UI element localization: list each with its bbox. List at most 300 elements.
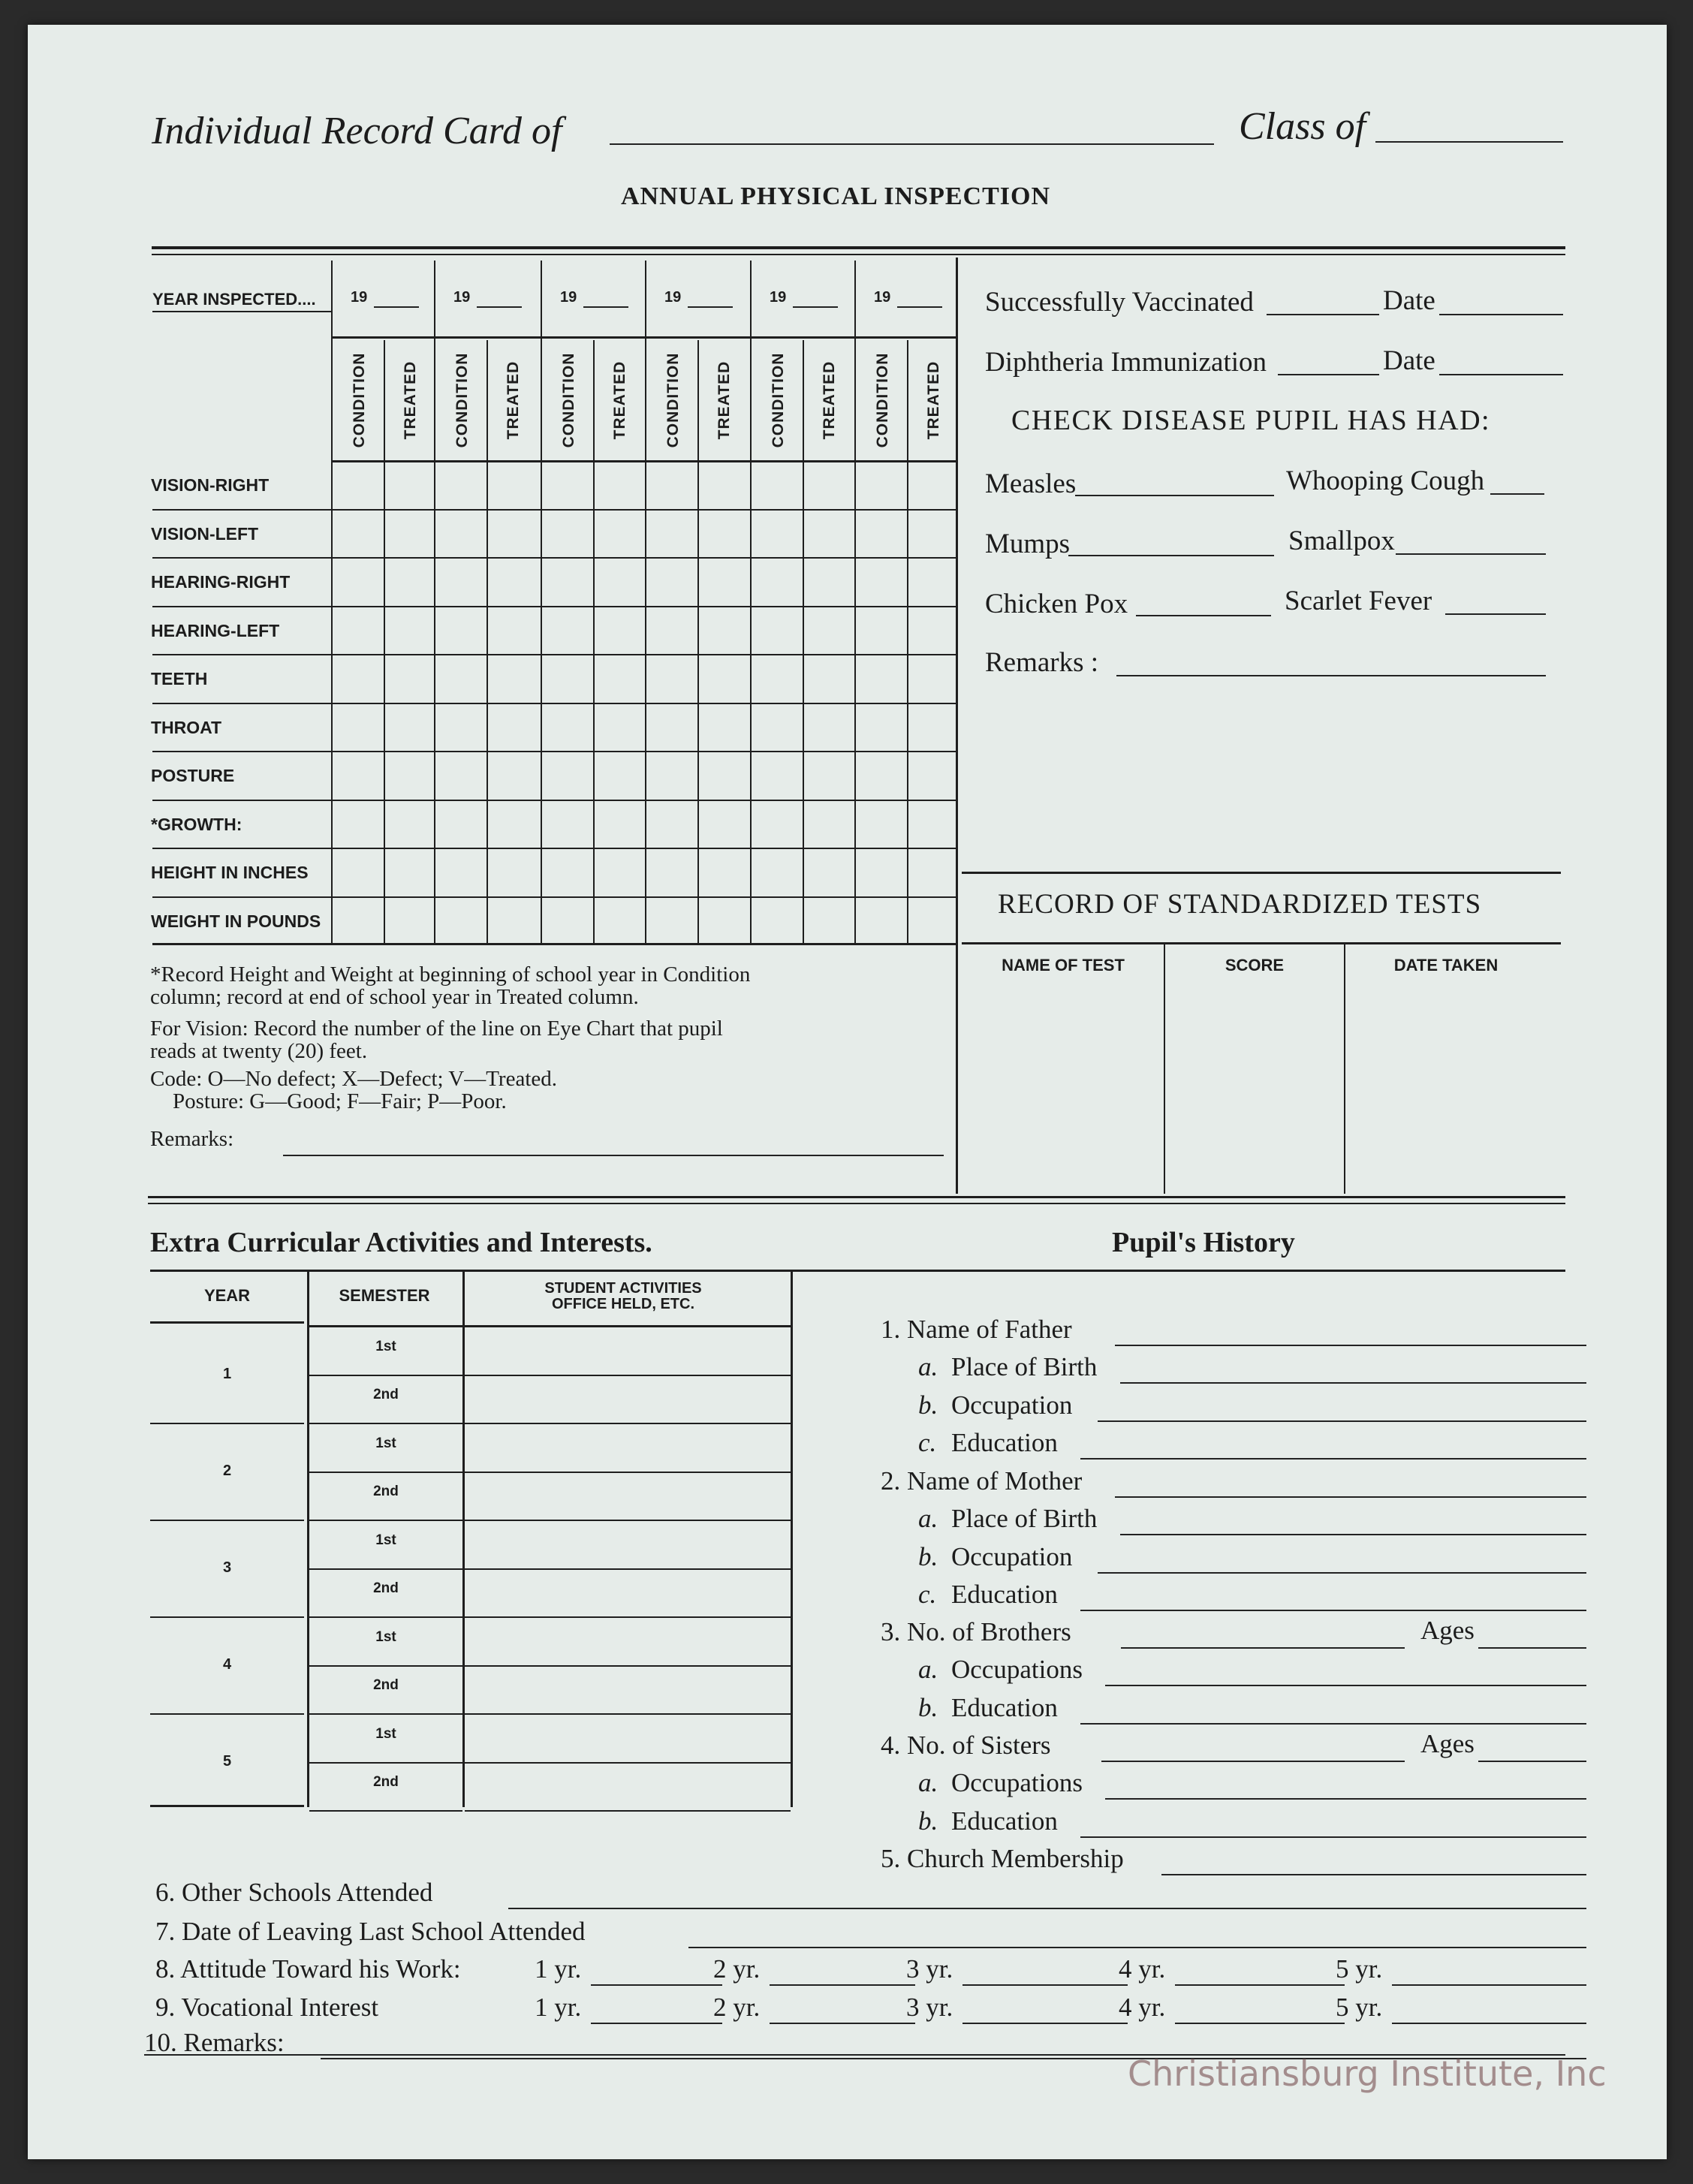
treated-cell[interactable]	[386, 899, 435, 944]
condition-cell[interactable]	[333, 608, 383, 653]
rule-line	[593, 340, 595, 945]
rule-line	[697, 340, 699, 945]
activity-entry-second[interactable]	[467, 1765, 788, 1809]
condition-cell[interactable]	[647, 462, 697, 508]
rule-line	[309, 1520, 462, 1521]
tests-entry-area[interactable]	[962, 986, 1561, 1193]
sisters-occupations-field[interactable]	[1105, 1798, 1586, 1800]
rule-line	[384, 340, 385, 945]
activity-year-label: 3	[222, 1559, 232, 1576]
activities-heading: Extra Curricular Activities and Interests.	[150, 1227, 652, 1258]
condition-cell[interactable]	[857, 753, 906, 798]
condition-cell[interactable]	[857, 608, 906, 653]
name-field-line[interactable]	[610, 143, 1214, 145]
record-card-sheet	[28, 25, 1667, 2159]
brothers-label: 3. No. of Brothers	[881, 1617, 1071, 1646]
treated-cell[interactable]	[386, 705, 435, 750]
treated-cell[interactable]	[909, 511, 959, 556]
rule-line	[150, 1805, 304, 1807]
condition-cell[interactable]	[436, 705, 486, 750]
condition-cell[interactable]	[647, 850, 697, 895]
history-item-prefix: a.	[918, 1352, 938, 1381]
note-code: Code: O—No defect; X—Defect; V—Treated.	[150, 1067, 558, 1091]
condition-cell[interactable]	[752, 705, 802, 750]
condition-cell[interactable]	[647, 608, 697, 653]
condition-cell[interactable]	[436, 802, 486, 847]
rule-line	[309, 1810, 462, 1812]
treated-cell[interactable]	[700, 899, 749, 944]
inspection-row-label: HEARING-RIGHT	[151, 572, 291, 592]
treated-cell[interactable]	[700, 462, 749, 508]
history-item-prefix: c.	[918, 1428, 937, 1457]
semester-second-label: 2nd	[373, 1580, 399, 1596]
year-inspected-field[interactable]	[374, 306, 419, 308]
condition-cell[interactable]	[752, 899, 802, 944]
father-birthplace-field[interactable]	[1120, 1382, 1586, 1384]
immunization-remarks-field[interactable]	[1116, 675, 1546, 676]
condition-cell[interactable]	[543, 608, 592, 653]
rule-line	[152, 943, 956, 945]
treated-cell[interactable]	[489, 802, 538, 847]
treated-cell[interactable]	[386, 656, 435, 701]
condition-cell[interactable]	[436, 511, 486, 556]
condition-cell[interactable]	[333, 705, 383, 750]
inspection-row-label: TEETH	[151, 669, 208, 688]
brothers-education-field[interactable]	[1080, 1723, 1586, 1725]
treated-cell[interactable]	[595, 899, 645, 944]
year-inspected-label: YEAR INSPECTED....	[152, 290, 316, 309]
scarlet-fever-label: Scarlet Fever	[1285, 586, 1432, 616]
attitude-year-field[interactable]	[1392, 1984, 1586, 1986]
treated-cell[interactable]	[805, 511, 854, 556]
treated-cell[interactable]	[805, 608, 854, 653]
year-inspected-prefix: 19	[351, 289, 368, 306]
diphtheria-label: Diphtheria Immunization	[985, 347, 1267, 378]
rule-line	[487, 340, 488, 945]
attitude-year-field[interactable]	[770, 1984, 915, 1986]
treated-cell[interactable]	[909, 899, 959, 944]
condition-cell[interactable]	[436, 608, 486, 653]
treated-cell[interactable]	[805, 753, 854, 798]
condition-cell[interactable]	[543, 899, 592, 944]
condition-cell[interactable]	[647, 511, 697, 556]
treated-cell[interactable]	[386, 850, 435, 895]
mother-name-label: 2. Name of Mother	[881, 1466, 1083, 1496]
year-inspected-field[interactable]	[477, 306, 522, 308]
immunization-remarks-label: Remarks :	[985, 647, 1099, 678]
father-education-field[interactable]	[1080, 1458, 1586, 1460]
history-item-prefix: c.	[918, 1580, 937, 1609]
year-column-label: 2 yr.	[713, 1993, 761, 2022]
rule-line	[309, 1665, 462, 1667]
condition-cell[interactable]	[543, 753, 592, 798]
measles-field[interactable]	[1075, 495, 1274, 496]
vocational-year-field[interactable]	[962, 2023, 1128, 2024]
brothers-occupations-field[interactable]	[1105, 1685, 1586, 1686]
condition-cell[interactable]	[647, 802, 697, 847]
year-inspected-field[interactable]	[897, 306, 942, 308]
rule-line	[150, 1713, 304, 1715]
page-subtitle: ANNUAL PHYSICAL INSPECTION	[621, 182, 1050, 210]
treated-cell[interactable]	[700, 753, 749, 798]
activity-year-label: 2	[222, 1463, 232, 1479]
father-name-field[interactable]	[1115, 1345, 1586, 1346]
attitude-year-field[interactable]	[962, 1984, 1128, 1986]
vocational-year-field[interactable]	[1392, 2023, 1586, 2024]
attitude-year-field[interactable]	[1175, 1984, 1345, 1986]
note-vision: For Vision: Record the number of the line on Eye Chart that pupil reads at twenty (20) feet.	[150, 1017, 723, 1063]
treated-cell[interactable]	[909, 705, 959, 750]
condition-cell[interactable]	[752, 753, 802, 798]
treated-cell[interactable]	[595, 559, 645, 604]
activity-entry-first[interactable]	[467, 1330, 788, 1373]
treated-cell[interactable]	[805, 559, 854, 604]
treated-cell[interactable]	[489, 899, 538, 944]
condition-cell[interactable]	[436, 656, 486, 701]
year-inspected-prefix: 19	[770, 289, 787, 306]
attitude-label: 8. Attitude Toward his Work:	[155, 1954, 461, 1984]
rule-line	[465, 1762, 791, 1764]
treated-cell[interactable]	[595, 462, 645, 508]
sisters-education-field[interactable]	[1080, 1836, 1586, 1838]
rule-line	[152, 509, 956, 511]
mother-occupation-label: Occupation	[951, 1542, 1073, 1571]
condition-cell[interactable]	[333, 559, 383, 604]
rule-line	[541, 261, 542, 945]
rule-line	[152, 751, 956, 752]
condition-cell[interactable]	[857, 705, 906, 750]
activity-entry-second[interactable]	[467, 1475, 788, 1518]
condition-cell[interactable]	[857, 559, 906, 604]
condition-cell[interactable]	[436, 559, 486, 604]
rule-line	[152, 654, 956, 655]
condition-cell[interactable]	[436, 850, 486, 895]
condition-cell[interactable]	[752, 850, 802, 895]
check-disease-heading: CHECK DISEASE PUPIL HAS HAD:	[1011, 405, 1491, 436]
inspection-row-label: WEIGHT IN POUNDS	[151, 911, 321, 931]
rule-line	[152, 557, 956, 559]
treated-cell[interactable]	[595, 608, 645, 653]
condition-cell[interactable]	[333, 753, 383, 798]
mother-occupation-field[interactable]	[1098, 1572, 1586, 1574]
treated-cell[interactable]	[805, 850, 854, 895]
rule-line	[152, 896, 956, 898]
smallpox-label: Smallpox	[1288, 526, 1395, 556]
inspection-row-label: VISION-RIGHT	[151, 475, 270, 495]
rule-line	[465, 1375, 791, 1376]
activity-entry-second[interactable]	[467, 1571, 788, 1615]
smallpox-field[interactable]	[1396, 553, 1546, 555]
brothers-ages-label: Ages	[1420, 1616, 1475, 1645]
inspection-row-label: THROAT	[151, 717, 222, 737]
other-schools-label: 6. Other Schools Attended	[155, 1878, 433, 1907]
treated-column-header: TREATED	[821, 360, 838, 440]
year-column-label: 4 yr.	[1119, 1993, 1166, 2022]
history-item-prefix: b.	[918, 1542, 938, 1571]
history-heading: Pupil's History	[1112, 1227, 1295, 1258]
card-title: Individual Record Card of	[152, 110, 562, 152]
mother-birthplace-field[interactable]	[1120, 1534, 1586, 1535]
activity-year-label: 5	[222, 1753, 232, 1770]
treated-cell[interactable]	[909, 656, 959, 701]
vaccinated-date-field[interactable]	[1439, 314, 1563, 315]
rule-line	[331, 336, 956, 339]
condition-cell[interactable]	[752, 559, 802, 604]
condition-cell[interactable]	[333, 802, 383, 847]
condition-cell[interactable]	[857, 899, 906, 944]
semester-first-label: 1st	[375, 1629, 396, 1645]
treated-cell[interactable]	[489, 850, 538, 895]
mumps-field[interactable]	[1068, 555, 1274, 556]
treated-cell[interactable]	[909, 802, 959, 847]
treated-cell[interactable]	[805, 656, 854, 701]
treated-cell[interactable]	[700, 656, 749, 701]
condition-cell[interactable]	[543, 850, 592, 895]
father-education-label: Education	[951, 1428, 1058, 1457]
history-item-prefix: b.	[918, 1693, 938, 1722]
condition-cell[interactable]	[647, 559, 697, 604]
condition-cell[interactable]	[857, 656, 906, 701]
treated-cell[interactable]	[909, 850, 959, 895]
rule-line	[150, 1423, 304, 1424]
condition-cell[interactable]	[857, 802, 906, 847]
treated-cell[interactable]	[700, 705, 749, 750]
mother-name-field[interactable]	[1115, 1496, 1586, 1498]
history-item-prefix: b.	[918, 1806, 938, 1836]
activity-entry-second[interactable]	[467, 1378, 788, 1421]
vaccinated-field[interactable]	[1267, 314, 1379, 315]
condition-cell[interactable]	[752, 511, 802, 556]
condition-cell[interactable]	[752, 462, 802, 508]
vocational-year-field[interactable]	[591, 2023, 722, 2024]
condition-cell[interactable]	[752, 802, 802, 847]
sisters-ages-field[interactable]	[1478, 1761, 1586, 1762]
class-field-line[interactable]	[1375, 141, 1563, 143]
year-column-label: 4 yr.	[1119, 1954, 1166, 1984]
condition-cell[interactable]	[543, 705, 592, 750]
mother-birthplace-label: Place of Birth	[951, 1504, 1098, 1533]
treated-cell[interactable]	[805, 899, 854, 944]
activity-entry-first[interactable]	[467, 1523, 788, 1567]
rule-line	[465, 1665, 791, 1667]
treated-cell[interactable]	[386, 559, 435, 604]
activity-entry-first[interactable]	[467, 1426, 788, 1470]
rule-line	[465, 1520, 791, 1521]
inspection-row-label: HEIGHT IN INCHES	[151, 863, 309, 882]
year-column-label: 3 yr.	[906, 1993, 953, 2022]
condition-cell[interactable]	[857, 462, 906, 508]
treated-cell[interactable]	[386, 511, 435, 556]
history-item-prefix: a.	[918, 1504, 938, 1533]
year-inspected-field[interactable]	[583, 306, 628, 308]
chicken-pox-field[interactable]	[1136, 615, 1271, 616]
treated-cell[interactable]	[489, 608, 538, 653]
other-schools-field[interactable]	[508, 1908, 1586, 1909]
semester-second-label: 2nd	[373, 1677, 399, 1693]
treated-cell[interactable]	[805, 705, 854, 750]
scarlet-fever-field[interactable]	[1445, 613, 1546, 615]
semester-first-label: 1st	[375, 1339, 396, 1354]
treated-cell[interactable]	[909, 559, 959, 604]
condition-cell[interactable]	[543, 462, 592, 508]
rule-line	[309, 1472, 462, 1473]
treated-cell[interactable]	[489, 705, 538, 750]
condition-cell[interactable]	[436, 899, 486, 944]
mother-education-field[interactable]	[1080, 1610, 1586, 1611]
year-column-label: 2 yr.	[713, 1954, 761, 1984]
rule-line	[465, 1810, 791, 1812]
condition-cell[interactable]	[647, 753, 697, 798]
vaccinated-label: Successfully Vaccinated	[985, 287, 1254, 318]
year-inspected-prefix: 19	[874, 289, 891, 306]
treated-cell[interactable]	[386, 802, 435, 847]
history-item-prefix: a.	[918, 1768, 938, 1797]
activities-office-header: STUDENT ACTIVITIES OFFICE HELD, ETC.	[544, 1280, 702, 1312]
treated-cell[interactable]	[386, 753, 435, 798]
treated-cell[interactable]	[805, 802, 854, 847]
father-birthplace-label: Place of Birth	[951, 1352, 1098, 1381]
treated-cell[interactable]	[700, 559, 749, 604]
semester-second-label: 2nd	[373, 1387, 399, 1402]
vocational-year-field[interactable]	[1175, 2023, 1345, 2024]
treated-cell[interactable]	[595, 753, 645, 798]
activity-entry-second[interactable]	[467, 1668, 788, 1712]
inspection-row-label: *GROWTH:	[151, 814, 243, 834]
semester-first-label: 1st	[375, 1435, 396, 1451]
condition-cell[interactable]	[333, 511, 383, 556]
treated-cell[interactable]	[805, 462, 854, 508]
condition-column-header: CONDITION	[351, 352, 368, 448]
rule-line	[465, 1472, 791, 1473]
condition-cell[interactable]	[436, 462, 486, 508]
treated-cell[interactable]	[595, 705, 645, 750]
rule-line	[309, 1423, 462, 1424]
test-name-header: NAME OF TEST	[1002, 956, 1125, 975]
rule-line	[152, 606, 956, 607]
church-membership-field[interactable]	[1161, 1874, 1586, 1875]
father-occupation-field[interactable]	[1098, 1420, 1586, 1422]
rule-line	[750, 261, 752, 945]
condition-cell[interactable]	[333, 850, 383, 895]
treated-cell[interactable]	[700, 511, 749, 556]
vocational-year-field[interactable]	[770, 2023, 915, 2024]
sisters-field[interactable]	[1101, 1761, 1405, 1762]
condition-cell[interactable]	[647, 705, 697, 750]
diphtheria-date-field[interactable]	[1439, 374, 1563, 375]
condition-cell[interactable]	[752, 656, 802, 701]
mumps-label: Mumps	[985, 529, 1071, 559]
vocational-label: 9. Vocational Interest	[155, 1993, 379, 2022]
rule-line	[150, 1520, 304, 1521]
rule-line	[309, 1616, 462, 1618]
note-posture: Posture: G—Good; F—Fair; P—Poor.	[173, 1089, 507, 1113]
activity-year-label: 1	[222, 1366, 232, 1382]
treated-cell[interactable]	[595, 511, 645, 556]
whooping-cough-field[interactable]	[1490, 493, 1544, 495]
condition-cell[interactable]	[647, 899, 697, 944]
treated-cell[interactable]	[700, 850, 749, 895]
treated-cell[interactable]	[700, 802, 749, 847]
activity-entry-first[interactable]	[467, 1620, 788, 1664]
condition-cell[interactable]	[436, 753, 486, 798]
treated-cell[interactable]	[489, 511, 538, 556]
condition-cell[interactable]	[857, 511, 906, 556]
treated-cell[interactable]	[909, 608, 959, 653]
semester-second-label: 2nd	[373, 1484, 399, 1499]
rule-line	[803, 340, 804, 945]
rule-line	[152, 800, 956, 801]
year-inspected-field[interactable]	[688, 306, 733, 308]
condition-cell[interactable]	[333, 462, 383, 508]
brothers-ages-field[interactable]	[1478, 1647, 1586, 1649]
year-column-label: 5 yr.	[1336, 1954, 1383, 1984]
diphtheria-field[interactable]	[1278, 374, 1379, 375]
final-remarks-label: 10. Remarks:	[144, 2028, 285, 2057]
rule-line	[309, 1713, 462, 1715]
year-inspected-field[interactable]	[793, 306, 838, 308]
rule-line	[152, 311, 331, 312]
condition-cell[interactable]	[543, 656, 592, 701]
condition-cell[interactable]	[543, 559, 592, 604]
vaccinated-date-label: Date	[1383, 285, 1435, 316]
condition-cell[interactable]	[333, 656, 383, 701]
inspection-remarks-field[interactable]	[283, 1155, 944, 1156]
test-date-header: DATE TAKEN	[1393, 956, 1499, 975]
leaving-date-field[interactable]	[688, 1947, 1586, 1948]
treated-cell[interactable]	[489, 559, 538, 604]
leaving-date-label: 7. Date of Leaving Last School Attended	[155, 1917, 586, 1946]
condition-cell[interactable]	[647, 656, 697, 701]
condition-cell[interactable]	[543, 511, 592, 556]
church-membership-label: 5. Church Membership	[881, 1844, 1124, 1873]
condition-cell[interactable]	[333, 899, 383, 944]
treated-cell[interactable]	[909, 462, 959, 508]
year-inspected-prefix: 19	[453, 289, 471, 306]
rule-line	[465, 1568, 791, 1570]
sisters-label: 4. No. of Sisters	[881, 1731, 1051, 1760]
sisters-occupations-label: Occupations	[951, 1768, 1083, 1797]
semester-second-label: 2nd	[373, 1774, 399, 1790]
condition-cell[interactable]	[543, 802, 592, 847]
history-item-prefix: b.	[918, 1390, 938, 1420]
activity-entry-first[interactable]	[467, 1717, 788, 1761]
treated-cell[interactable]	[489, 753, 538, 798]
year-column-label: 1 yr.	[535, 1954, 582, 1984]
treated-cell[interactable]	[489, 656, 538, 701]
treated-column-header: TREATED	[611, 360, 628, 440]
treated-cell[interactable]	[386, 608, 435, 653]
treated-cell[interactable]	[489, 462, 538, 508]
test-score-header: SCORE	[1225, 956, 1285, 975]
condition-cell[interactable]	[857, 850, 906, 895]
inspection-row-label: HEARING-LEFT	[151, 620, 280, 640]
treated-cell[interactable]	[595, 850, 645, 895]
watermark: Christiansburg Institute, Inc	[1128, 2053, 1607, 2094]
rule-line	[309, 1568, 462, 1570]
brothers-field[interactable]	[1121, 1647, 1405, 1649]
condition-cell[interactable]	[752, 608, 802, 653]
treated-cell[interactable]	[909, 753, 959, 798]
treated-cell[interactable]	[595, 656, 645, 701]
attitude-year-field[interactable]	[591, 1984, 722, 1986]
inspection-row-label: VISION-LEFT	[151, 523, 259, 544]
treated-cell[interactable]	[595, 802, 645, 847]
class-label: Class of	[1239, 105, 1366, 148]
activity-year-label: 4	[222, 1656, 232, 1673]
treated-cell[interactable]	[386, 462, 435, 508]
treated-cell[interactable]	[700, 608, 749, 653]
rule-line	[465, 1616, 791, 1618]
